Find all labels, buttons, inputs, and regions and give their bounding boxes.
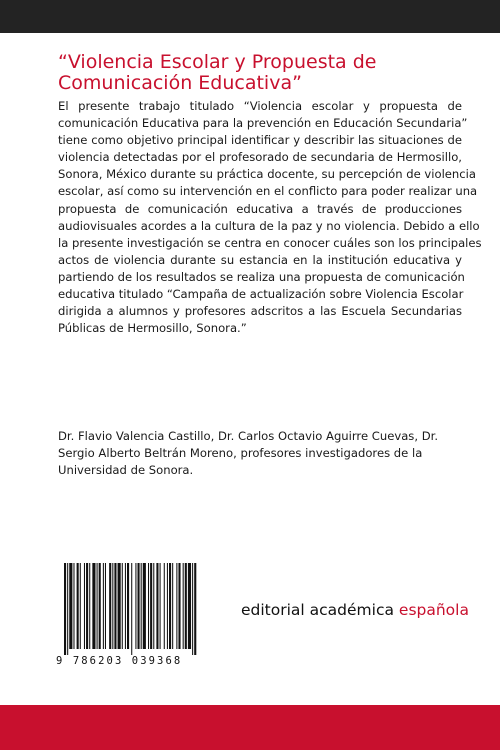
barcode-bar	[178, 563, 180, 649]
abstract-line: dirigida a alumnos y profesores adscritos a las Escuela Secundarias	[58, 304, 462, 319]
barcode-bar	[183, 563, 184, 649]
barcode-bar	[160, 563, 161, 649]
title-line: “Violencia Escolar y Propuesta de	[58, 51, 377, 73]
barcode-bar	[138, 563, 140, 649]
barcode-bar	[164, 563, 165, 649]
top-band	[0, 0, 500, 33]
barcode-bar	[143, 563, 146, 649]
barcode-bar	[131, 563, 132, 655]
barcode-bar	[192, 563, 193, 655]
barcode-bar	[73, 563, 74, 649]
barcode-bar	[169, 563, 171, 649]
barcode-bar	[185, 563, 187, 649]
barcode-bar	[167, 563, 168, 649]
publisher-name: editorial académica	[241, 601, 399, 619]
barcode-bar	[194, 563, 196, 655]
abstract-line: propuesta de comunicación educativa a través de producciones	[58, 201, 462, 216]
abstract-line: violencia detectadas por el profesorado de secundaria de Hermosillo,	[58, 150, 462, 165]
author-line: Dr. Flavio Valencia Castillo, Dr. Carlos Octavio Aguirre Cuevas, Dr.	[58, 429, 439, 443]
barcode-bar	[77, 563, 79, 649]
publisher-logo	[241, 601, 481, 619]
bottom-band	[0, 705, 500, 750]
barcode-bar	[188, 563, 191, 649]
abstract-line: El presente trabajo titulado “Violencia escolar y propuesta de	[58, 99, 462, 113]
barcode-bar	[153, 563, 154, 649]
barcode-bar	[135, 563, 136, 649]
abstract-line: actos de violencia durante su estancia en la institución educativa y	[58, 252, 462, 267]
abstract-line: tiene como objetivo principal identificar y describir las situaciones de	[58, 133, 462, 148]
abstract-line: audiovisuales acordes a la cultura de la paz y no violencia. Debido a ello	[58, 218, 480, 233]
barcode-bar	[103, 563, 104, 649]
barcode-bar	[64, 563, 66, 655]
author-info	[58, 428, 462, 479]
book-title	[58, 52, 478, 94]
abstract-text	[58, 98, 482, 337]
author-line: Universidad de Sonora.	[58, 463, 194, 477]
abstract-line: comunicación Educativa para la prevención en Educación Secundaria”	[58, 116, 468, 131]
title-line: Comunicación Educativa”	[58, 72, 302, 94]
barcode-bar	[125, 563, 126, 649]
barcode-bar	[148, 563, 149, 649]
barcode-bar	[118, 563, 121, 649]
barcode-bar	[172, 563, 173, 649]
barcode-bar	[99, 563, 101, 649]
barcode-bar	[89, 563, 90, 649]
barcode-bar	[84, 563, 85, 649]
barcode-bar	[141, 563, 142, 649]
barcode-bar	[97, 563, 98, 649]
abstract-line: partiendo de los resultados se realiza una propuesta de comunicación	[58, 269, 465, 284]
publisher-name-accent: española	[398, 601, 469, 619]
abstract-line: educativa titulado “Campaña de actualización sobre Violencia Escolar	[58, 287, 464, 302]
barcode-bar	[105, 563, 106, 649]
barcode-bar	[127, 563, 129, 649]
barcode-bar	[176, 563, 177, 649]
isbn-digits: 9 786203 039368	[56, 655, 183, 667]
abstract-line: la presente investigación se centra en conocer cuáles son los principales	[58, 235, 482, 250]
barcode-bar	[67, 563, 68, 655]
barcode-bar	[69, 563, 72, 649]
abstract-line: Públicas de Hermosillo, Sonora.”	[58, 321, 247, 336]
abstract-line: escolar, así como su intervención en el conflicto para poder realizar una	[58, 184, 478, 199]
author-line: Sergio Alberto Beltrán Moreno, profesores investigadores de la	[58, 446, 423, 460]
isbn-barcode	[56, 563, 216, 669]
barcode-icon	[56, 563, 216, 655]
barcode-bar	[86, 563, 88, 649]
abstract-line: Sonora, México durante su práctica docente, su percepción de violencia	[58, 167, 476, 182]
barcode-bar	[112, 563, 113, 649]
barcode-bar	[150, 563, 152, 649]
barcode-bar	[80, 563, 81, 649]
barcode-bar	[114, 563, 116, 649]
barcode-bar	[122, 563, 123, 649]
barcode-bar	[109, 563, 111, 649]
barcode-bar	[92, 563, 95, 649]
barcode-bar	[156, 563, 158, 649]
